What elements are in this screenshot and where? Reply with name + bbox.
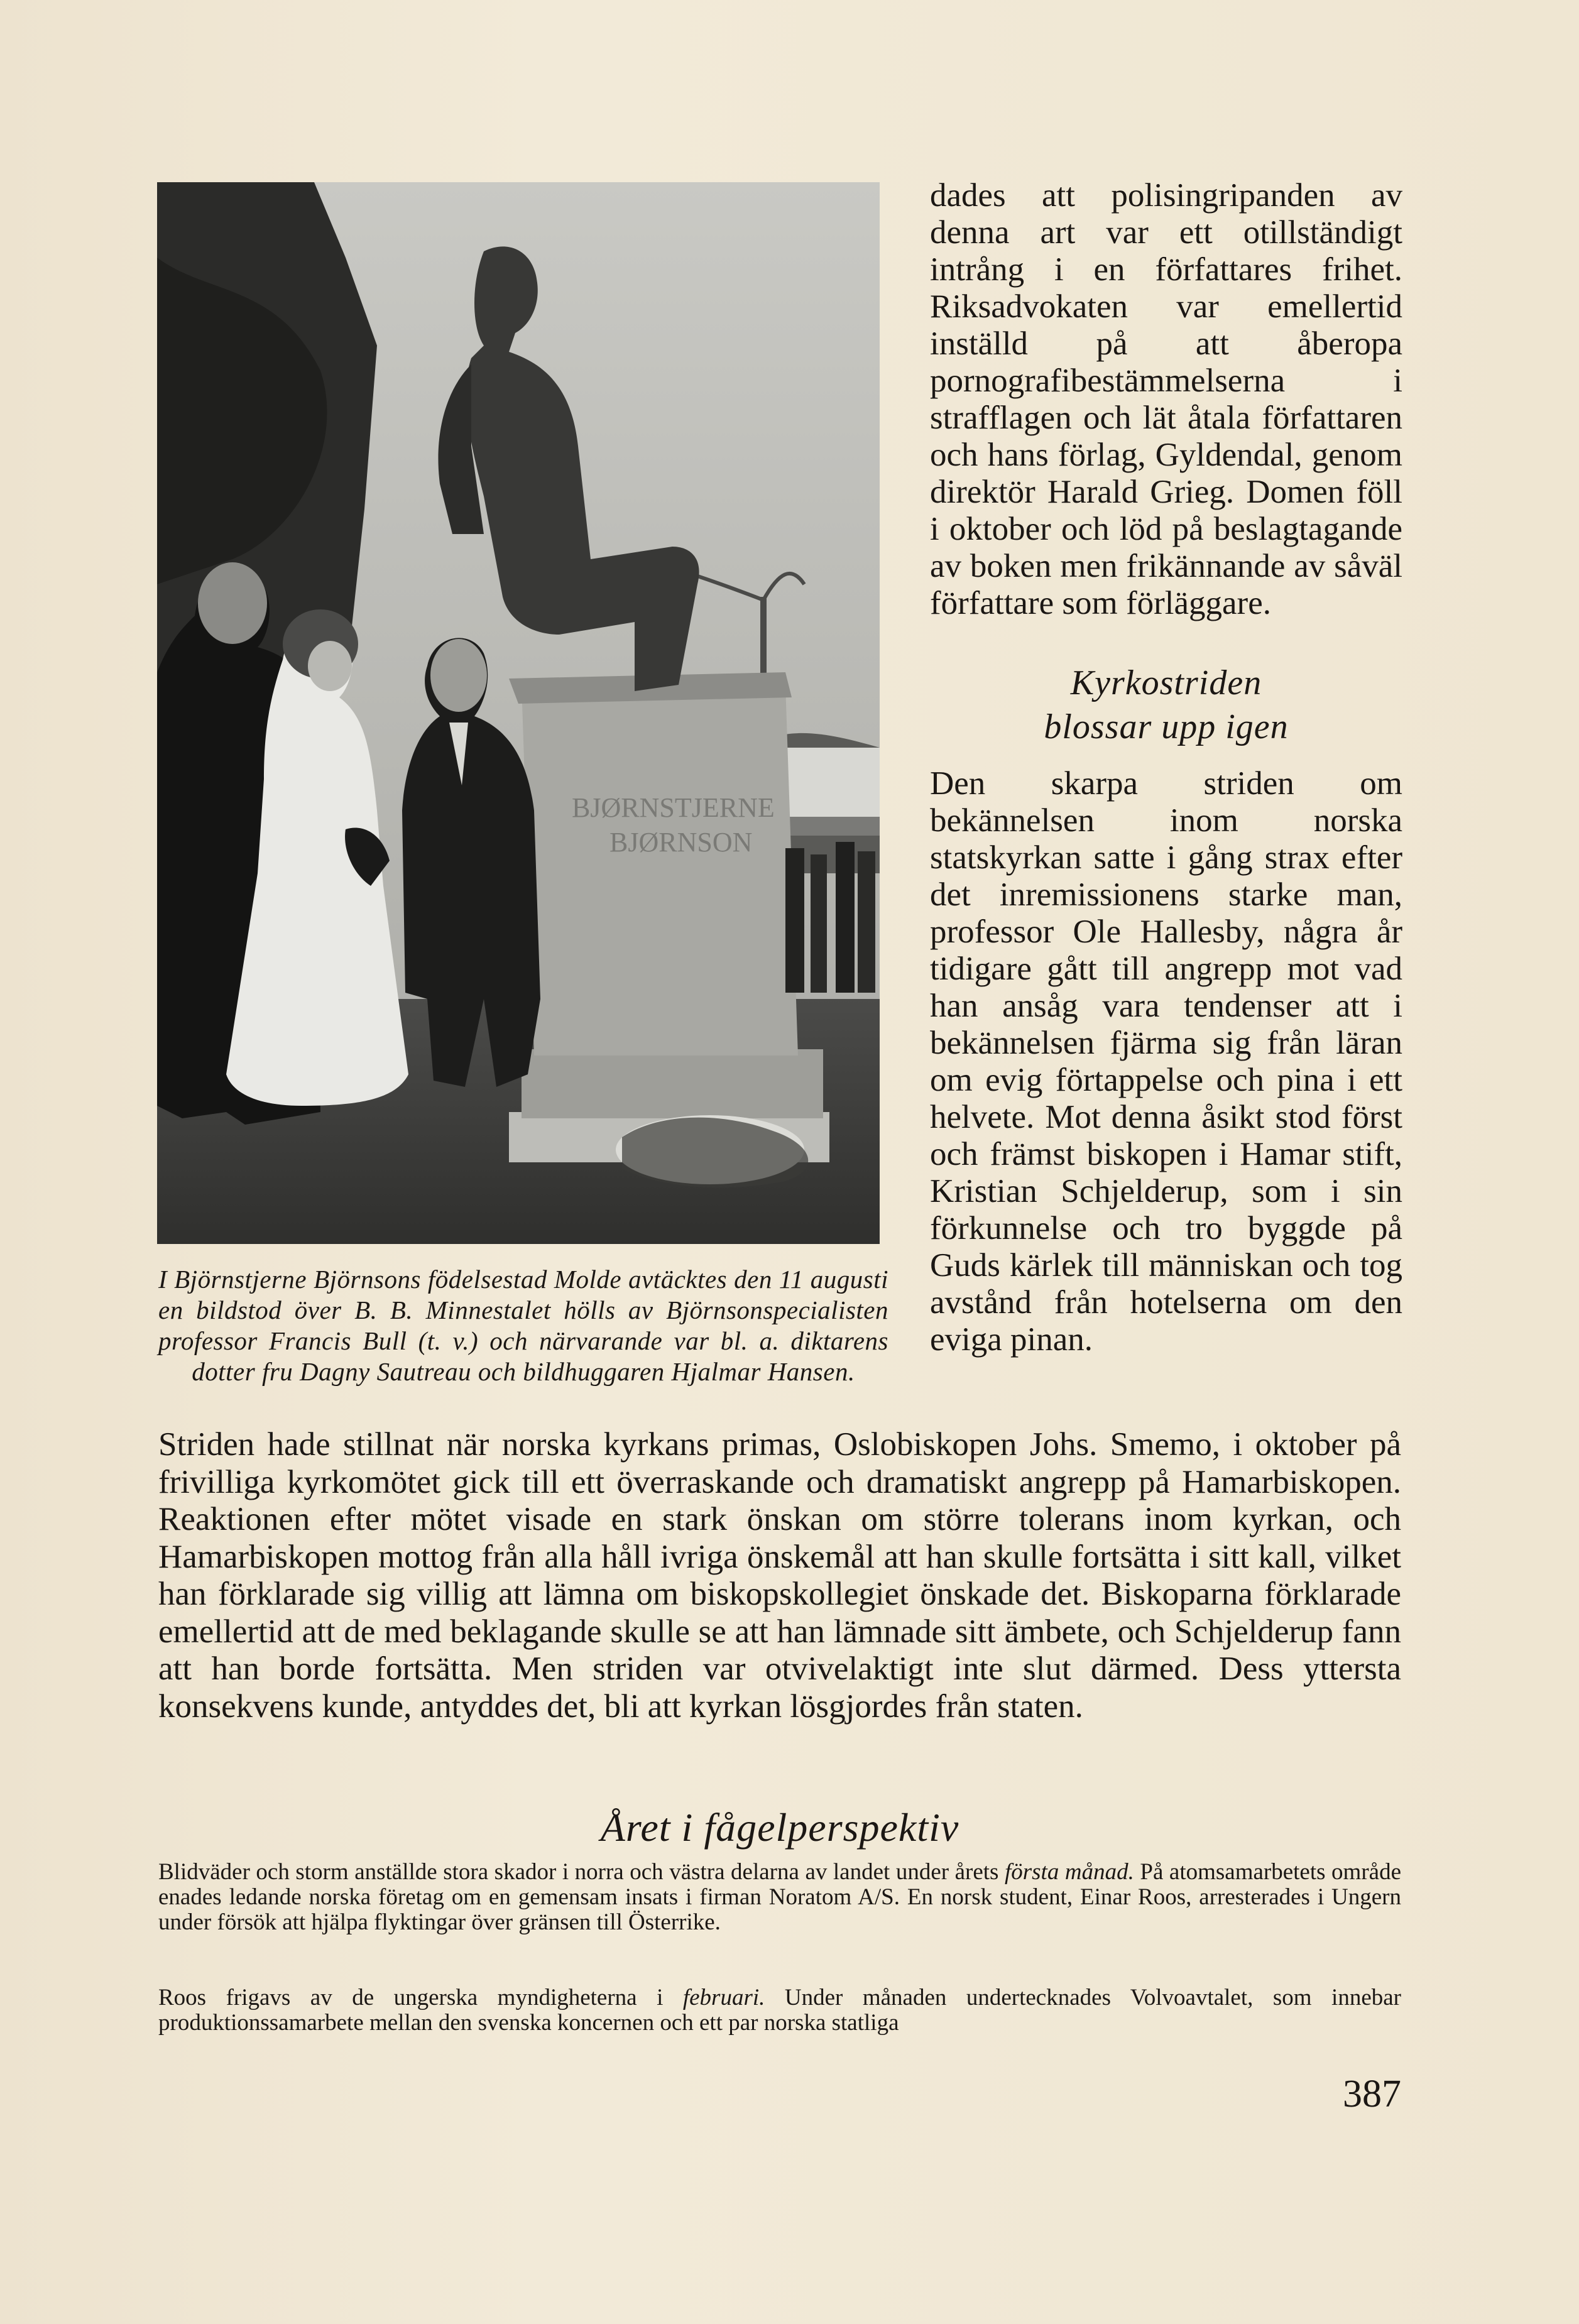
subheading-kyrkostriden: [930, 661, 1402, 749]
right-column: [930, 177, 1402, 1358]
statue-photo: [157, 182, 880, 1244]
small-paragraph-1-after: På atomsamarbetets område enades ledande norska företag om en gemensam insats i firman Noratom A/S. En norsk student, Einar Roos, arresterades i Ungern under försök att hjälpa flyktingar över gränsen till Österrike.: [158, 1859, 1402, 1935]
statue-photo-icon: [157, 182, 880, 1244]
right-column-paragraph-2: Den skarpa striden om bekännelsen inom norska statskyrkan satte i gång strax efter det inremissionens starke man, professor Ole Hallesby, några år tidigare gått till angrepp mot vad han ansåg vara tendenser att i bekännelsen fjärma sig från läran om evig förtappelse och pina i ett helvete. Mot denna åsikt stod först och främst biskopen i Hamar stift, Kristian Schjelderup, som i sin förkunnelse och tro byggde på Guds kärlek till människan och tog avstånd från hotelserna om den eviga pinan.: [930, 765, 1402, 1358]
small-paragraph-2: [158, 1985, 1401, 2036]
section-heading: Året i fågelperspektiv: [600, 1805, 959, 1850]
small-paragraph-2-emphasis: februari.: [682, 1985, 765, 2010]
svg-text:BJØRNSON: BJØRNSON: [609, 827, 753, 858]
small-paragraph-2-before: Roos frigavs av de ungerska myndigheterna i: [158, 1985, 683, 2010]
svg-text:BJØRNSTJERNE: BJØRNSTJERNE: [572, 792, 775, 823]
small-paragraph-2-after: Under månaden undertecknades Volvoavtalet, som innebar produktionssamarbete mellan den svenska koncernen och ett par norska statliga: [158, 1985, 1401, 2036]
small-paragraph-1: [158, 1860, 1401, 1935]
subheading-line-1: Kyrkostriden: [1070, 663, 1262, 702]
small-paragraph-1-emphasis: första månad.: [1004, 1859, 1134, 1885]
full-width-paragraph: Striden hade stillnat när norska kyrkans primas, Oslobiskopen Johs. Smemo, i oktober på frivilliga kyrkomötet gick till ett överraskande och dramatiskt angrepp på Hamarbiskopen. Reaktionen efter mötet visade en stark önskan om större tolerans inom kyrkan, och Hamarbiskopen mottog från alla håll ivriga önskemål att han skulle fortsätta i sitt kall, vilket han förklarade sig villig att lämna om biskopskollegiet önskade det. Biskoparna förklarade emellertid att de med beklagande skulle se att han lämnade sitt ämbete, och Schjelderup fann att han borde fortsätta. Men striden var otvivelaktigt inte slut därmed. Dess yttersta konsekvens kunde, antyddes det, bli att kyrkan lösgjordes från staten.: [158, 1426, 1401, 1725]
small-paragraph-1-before: Blidväder och storm anställde stora skador i norra och västra delarna av landet under årets: [158, 1859, 1005, 1885]
subheading-line-2: blossar upp igen: [1044, 707, 1289, 746]
photo-caption: I Björnstjerne Björnsons födelsestad Molde avtäcktes den 11 augusti en bildstod över B. B. Minnestalet hölls av Björnsonspecialisten professor Francis Bull (t. v.) och närvarande var bl. a. diktarens dotter fru Dagny Sautreau och bildhuggaren Hjalmar Hansen.: [158, 1265, 888, 1386]
right-column-paragraph-1: dades att polisingripanden av denna art var ett otillständigt intrång i en författares frihet. Riksadvokaten var emellertid inställd på att åberopa pornografibestämmelserna i strafflagen och lät åtala författaren och hans förlag, Gyldendal, genom direktör Harald Grieg. Domen föll i oktober och löd på beslagtagande av boken men frikännande av såväl författare som förläggare.: [930, 177, 1402, 621]
page-number: 387: [1343, 2073, 1401, 2115]
